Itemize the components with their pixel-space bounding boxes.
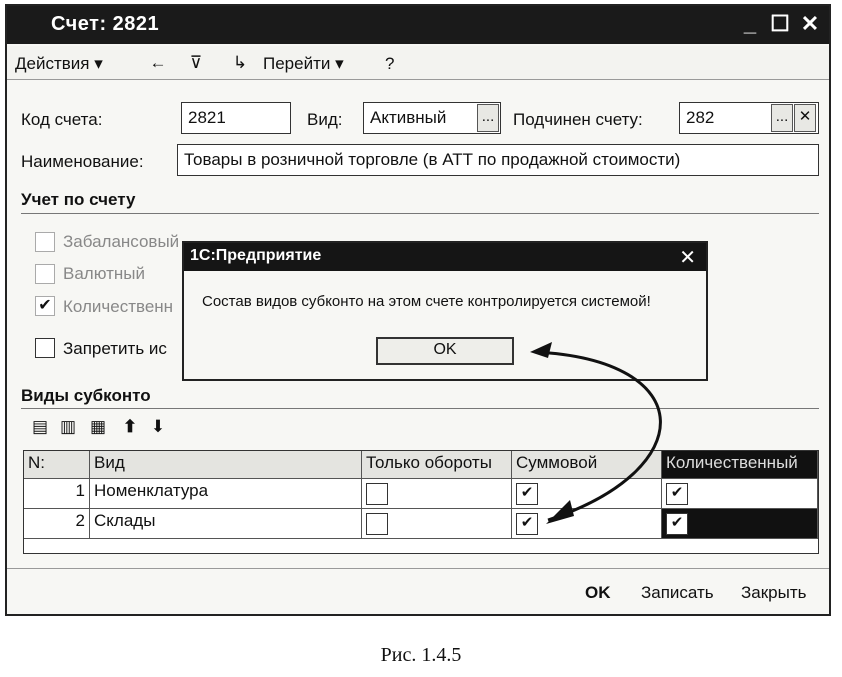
kind-select-button[interactable]: ... <box>477 104 499 132</box>
sum-checkbox[interactable]: ✔ <box>516 513 538 535</box>
actions-menu[interactable]: Действия ▾ <box>15 54 103 73</box>
minimize-button[interactable]: _ <box>743 11 757 36</box>
window-title: Счет: 2821 <box>51 13 160 35</box>
dialog-close-button[interactable]: ✕ <box>679 247 696 269</box>
parent-select-button[interactable]: ... <box>771 104 793 132</box>
subconto-section-title: Виды субконто <box>21 386 151 405</box>
name-field[interactable]: Товары в розничной торговле (в АТТ по продажной стоимости) <box>177 144 819 176</box>
name-label: Наименование: <box>21 152 144 171</box>
quantity-checkbox[interactable]: ✔ <box>666 483 688 505</box>
dialog-title: 1С:Предприятие <box>190 247 322 264</box>
column-header-kind[interactable]: Вид <box>90 451 362 479</box>
edit-row-icon[interactable]: ▦ <box>89 417 107 436</box>
goto-arrow-icon[interactable]: ↳ <box>232 53 248 72</box>
filter-icon[interactable]: ⊽ <box>189 53 203 72</box>
save-button[interactable]: Записать <box>641 583 714 602</box>
move-down-icon[interactable]: ⬇ <box>150 417 166 436</box>
help-button[interactable]: ? <box>385 54 395 73</box>
back-arrow-icon[interactable]: ← <box>149 53 167 72</box>
table-cell-kind[interactable]: Номенклатура <box>90 479 362 509</box>
kind-value: Активный <box>370 108 447 127</box>
table-cell-kind[interactable]: Склады <box>90 509 362 539</box>
parent-clear-button[interactable]: ✕ <box>794 104 816 132</box>
quantity-label: Количественн <box>63 297 174 316</box>
code-label: Код счета: <box>21 110 103 129</box>
table-cell-n[interactable]: 1 <box>24 479 90 509</box>
copy-row-icon[interactable]: ▥ <box>59 417 77 436</box>
dialog-ok-button[interactable]: OK <box>376 337 514 365</box>
currency-label: Валютный <box>63 264 145 283</box>
parent-label: Подчинен счету: <box>513 110 643 129</box>
maximize-button[interactable]: ☐ <box>770 11 790 36</box>
forbid-label: Запретить ис <box>63 339 167 358</box>
ok-button[interactable]: OK <box>585 583 611 602</box>
column-header-quantity[interactable]: Количественный <box>662 451 818 479</box>
account-section-title: Учет по счету <box>21 190 136 209</box>
kind-label: Вид: <box>307 110 343 129</box>
quantity-checkbox[interactable]: ✔ <box>35 296 55 316</box>
dialog-message: Состав видов субконто на этом счете контролируется системой! <box>202 293 651 310</box>
offbalance-label: Забалансовый <box>63 232 180 251</box>
close-form-button[interactable]: Закрыть <box>741 583 807 602</box>
quantity-checkbox[interactable]: ✔ <box>666 513 688 535</box>
column-header-n[interactable]: N: <box>24 451 90 479</box>
code-field[interactable]: 2821 <box>181 102 291 134</box>
parent-value: 282 <box>686 108 715 127</box>
column-header-turnover[interactable]: Только обороты <box>362 451 512 479</box>
figure-caption: Рис. 1.4.5 <box>380 644 462 666</box>
goto-menu[interactable]: Перейти ▾ <box>263 54 344 73</box>
close-button[interactable]: ✕ <box>800 11 820 36</box>
table-cell-n[interactable]: 2 <box>24 509 90 539</box>
move-up-icon[interactable]: ⬆ <box>122 417 138 436</box>
column-header-sum[interactable]: Суммовой <box>512 451 662 479</box>
add-row-icon[interactable]: ▤ <box>31 417 49 436</box>
sum-checkbox[interactable]: ✔ <box>516 483 538 505</box>
